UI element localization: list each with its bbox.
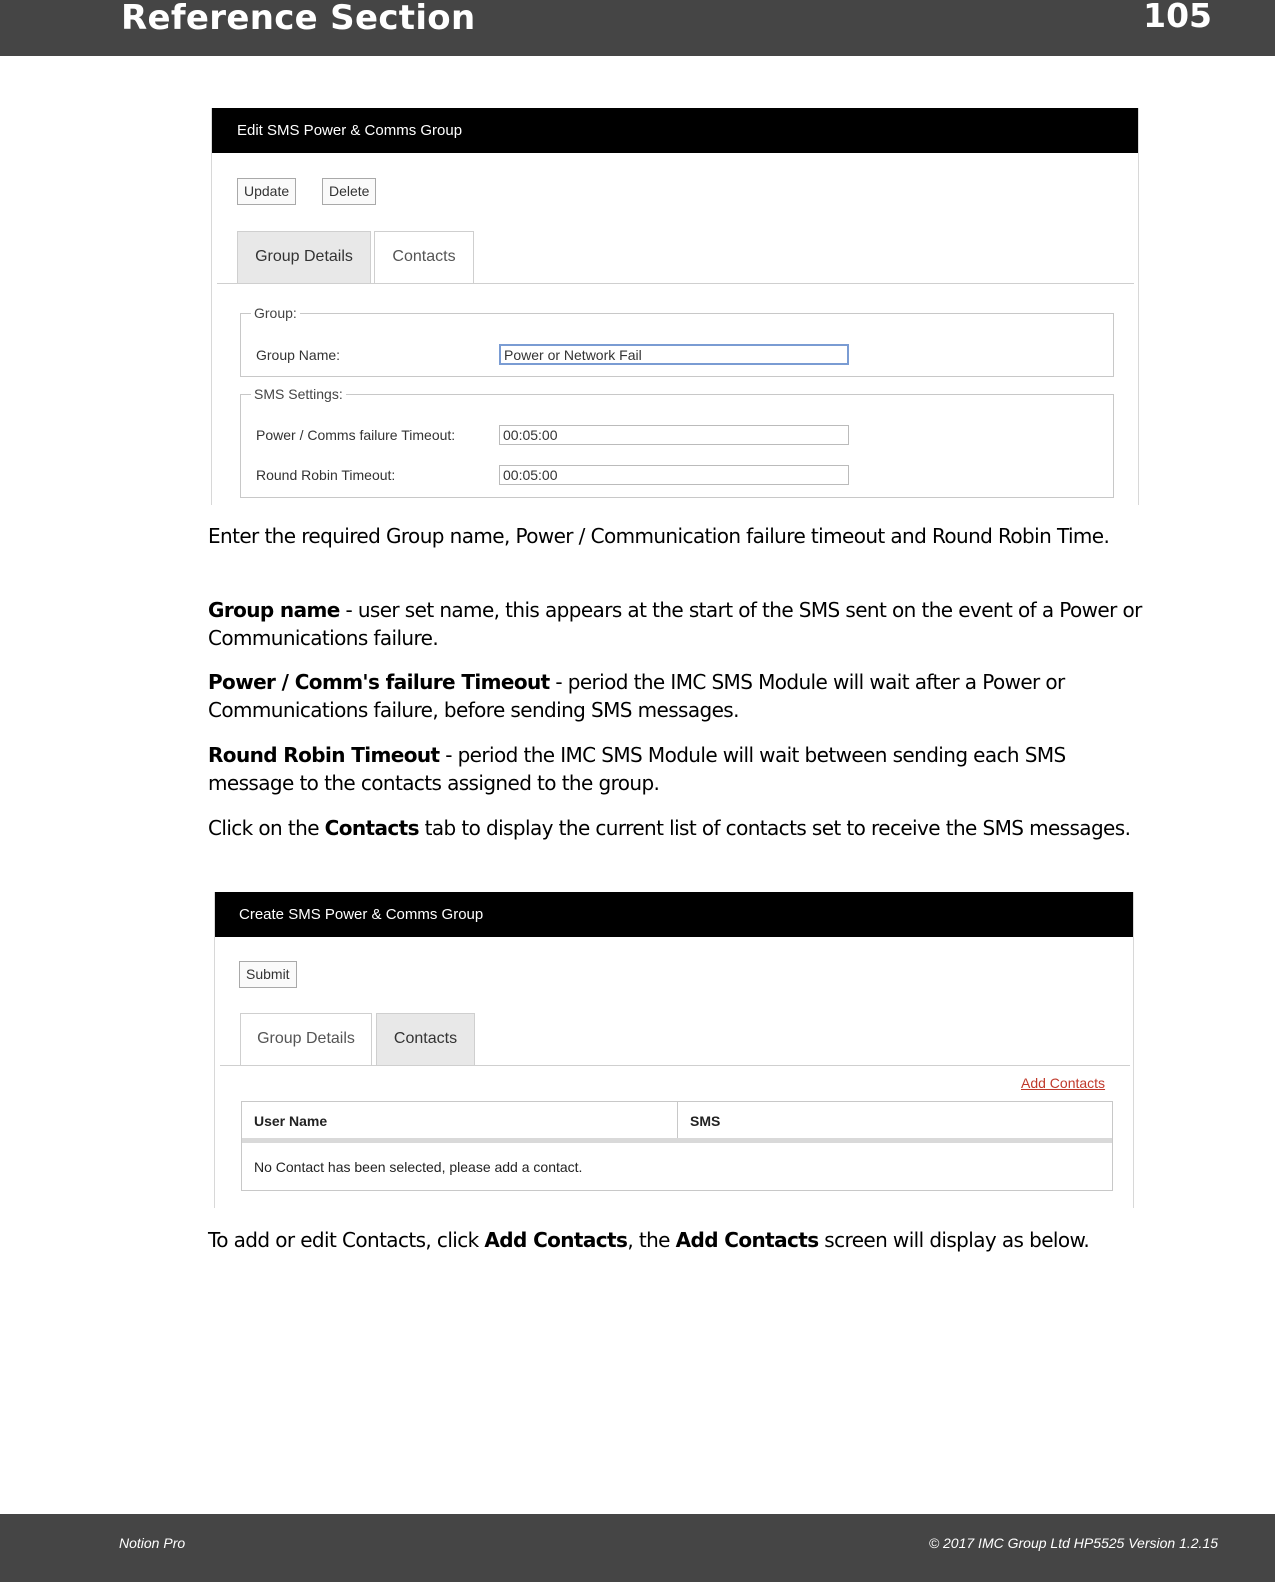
table-header-rule [242,1138,1112,1143]
add-contacts-link[interactable]: Add Contacts [1021,1075,1106,1091]
edit-group-title: Edit SMS Power & Comms Group [212,108,1138,153]
tab-divider [220,1065,1130,1066]
add-contacts-mid: , the [627,1228,676,1252]
paragraph-add-contacts [208,1226,1148,1254]
empty-table-message: No Contact has been selected, please add a contact. [254,1159,583,1175]
page-number: 105 [1143,0,1212,35]
create-group-title: Create SMS Power & Comms Group [215,892,1133,937]
term-add-contacts-1: Add Contacts [484,1228,628,1252]
footer-copyright: © 2017 IMC Group Ltd HP5525 Version 1.2.15 [928,1535,1218,1551]
column-header-user-name[interactable]: User Name [254,1113,328,1129]
sms-settings-legend: SMS Settings: [254,386,343,402]
desc-group-name: - user set name, this appears at the start of the SMS sent on the event of a Power or Communications failure. [208,598,1142,650]
group-name-input[interactable]: Power or Network Fail [499,344,849,365]
paragraph-group-name [208,596,1148,652]
add-contacts-a: To add or edit Contacts, click [208,1228,485,1252]
paragraph-contacts [208,814,1148,842]
edit-group-panel [211,108,1139,505]
contacts-intro-rest: tab to display the current list of contacts set to receive the SMS messages. [418,816,1131,840]
tab-contacts[interactable]: Contacts [374,231,474,283]
term-contacts: Contacts [324,816,419,840]
add-contacts-rest: screen will display as below. [818,1228,1090,1252]
contacts-table [241,1101,1113,1191]
page-footer [0,1514,1275,1582]
round-robin-input[interactable]: 00:05:00 [499,465,849,485]
group-name-label: Group Name: [256,347,341,363]
term-timeout: Power / Comm's failure Timeout [208,670,550,694]
group-legend: Group: [254,305,297,321]
column-header-sms[interactable]: SMS [690,1113,721,1129]
delete-button[interactable]: Delete [322,178,376,205]
update-button[interactable]: Update [237,178,296,205]
tab-divider [217,283,1134,284]
paragraph-timeout [208,668,1148,724]
create-group-panel [214,892,1134,1208]
page-header [0,0,1275,56]
tab-group-details[interactable]: Group Details [240,1013,372,1065]
term-round-robin: Round Robin Timeout [208,743,440,767]
footer-product: Notion Pro [119,1535,186,1551]
tab-group-details[interactable]: Group Details [237,231,371,283]
paragraph-intro: Enter the required Group name, Power / Communication failure timeout and Round Robin Time. [208,524,1110,548]
submit-button[interactable]: Submit [239,961,297,988]
paragraph-round-robin [208,741,1148,797]
term-add-contacts-2: Add Contacts [675,1228,819,1252]
section-title: Reference Section [121,0,476,38]
tab-contacts[interactable]: Contacts [376,1013,475,1065]
timeout-label: Power / Comms failure Timeout: [256,427,456,443]
term-group-name: Group name [208,598,340,622]
desc-round-robin: - period the IMC SMS Module will wait between sending each SMS message to the contacts assigned to the group. [208,743,1066,795]
group-fieldset [240,305,1114,377]
contacts-intro-a: Click on the [208,816,325,840]
desc-timeout: - period the IMC SMS Module will wait after a Power or Communications failure, before sending SMS messages. [208,670,1065,722]
round-robin-label: Round Robin Timeout: [256,467,396,483]
timeout-input[interactable]: 00:05:00 [499,425,849,445]
